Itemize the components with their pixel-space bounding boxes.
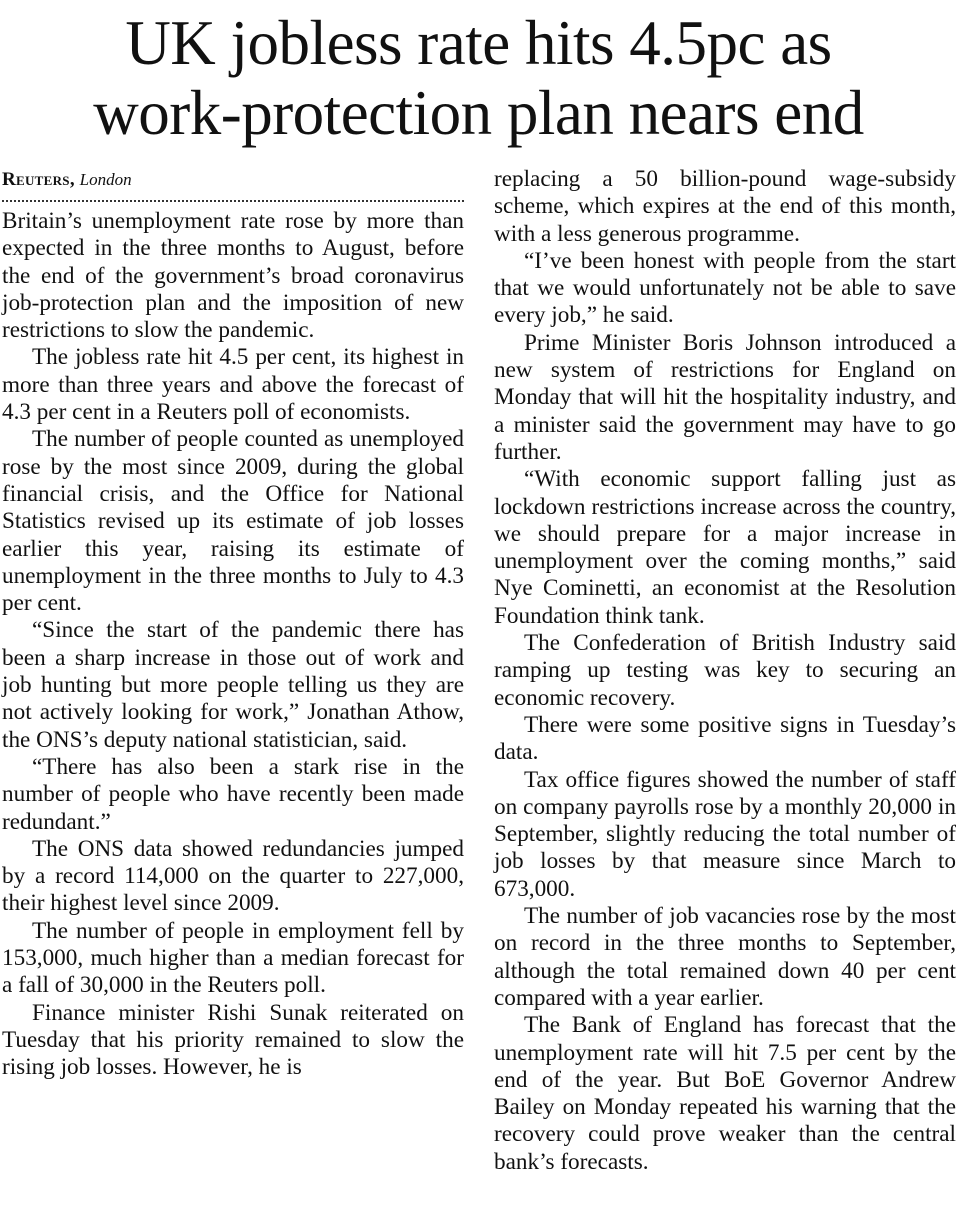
paragraph: “I’ve been honest with people from the start that we would unfortunately not be able to save every job,” he said. bbox=[494, 247, 956, 329]
right-column bbox=[494, 166, 956, 1176]
paragraph: The jobless rate hit 4.5 per cent, its highest in more than three years and above the forecast of 4.3 per cent in a Reuters poll of economists. bbox=[2, 344, 464, 426]
paragraph: The number of people in employment fell by 153,000, much higher than a median forecast for a fall of 30,000 in the Reuters poll. bbox=[2, 917, 464, 999]
paragraph: Britain’s unemployment rate rose by more than expected in the three months to August, before the end of the government’s broad coronavirus job-protection plan and the imposition of new restrictions to slow the pandemic. bbox=[2, 208, 464, 344]
paragraph: There were some positive signs in Tuesday’s data. bbox=[494, 711, 956, 766]
paragraph: “With economic support falling just as lockdown restrictions increase across the country, we should prepare for a major increase in unemployment over the coming months,” said Nye Cominetti, an economist at the Resolution Foundation think tank. bbox=[494, 466, 956, 629]
byline-divider bbox=[2, 200, 464, 202]
headline-line-1: UK jobless rate hits 4.5pc as bbox=[125, 8, 832, 78]
headline-line-2: work-protection plan nears end bbox=[93, 78, 864, 148]
left-column bbox=[2, 166, 464, 1082]
paragraph: “Since the start of the pandemic there has been a sharp increase in those out of work and job hunting but more people telling us they are not actively looking for work,” Jonathan Athow, the ONS’s deputy national statistician, said. bbox=[2, 617, 464, 753]
paragraph: The Bank of England has forecast that the unemployment rate will hit 7.5 per cent by the end of the year. But BoE Governor Andrew Bailey on Monday repeated his warning that the recovery could prove weaker than the central bank’s forecasts. bbox=[494, 1012, 956, 1175]
byline bbox=[2, 166, 464, 193]
headline bbox=[0, 8, 957, 148]
byline-place: London bbox=[79, 170, 132, 189]
paragraph: Finance minister Rishi Sunak reiterated on Tuesday that his priority remained to slow the rising job losses. However, he is bbox=[2, 999, 464, 1081]
paragraph: The number of people counted as unemployed rose by the most since 2009, during the global financial crisis, and the Office for National Statistics revised up its estimate of job losses earlier this year, raising its estimate of unemployment in the three months to July to 4.3 per cent. bbox=[2, 426, 464, 617]
paragraph-continued: replacing a 50 billion-pound wage-subsidy scheme, which expires at the end of this month, with a less generous programme. bbox=[494, 166, 956, 247]
paragraph: The ONS data showed redundancies jumped by a record 114,000 on the quarter to 227,000, their highest level since 2009. bbox=[2, 835, 464, 917]
paragraph: “There has also been a stark rise in the number of people who have recently been made redundant.” bbox=[2, 753, 464, 835]
paragraph: Tax office figures showed the number of staff on company payrolls rose by a monthly 20,000 in September, slightly reducing the total number of job losses by that measure since March to 673,000. bbox=[494, 766, 956, 902]
paragraph: Prime Minister Boris Johnson introduced a new system of restrictions for England on Monday that will hit the hospitality industry, and a minister said the government may have to go further. bbox=[494, 329, 956, 465]
paragraph: The Confederation of British Industry said ramping up testing was key to securing an economic recovery. bbox=[494, 630, 956, 711]
paragraph: The number of job vacancies rose by the most on record in the three months to September, although the total remained down 40 per cent compared with a year earlier. bbox=[494, 903, 956, 1011]
byline-agency: Reuters, bbox=[2, 169, 75, 190]
